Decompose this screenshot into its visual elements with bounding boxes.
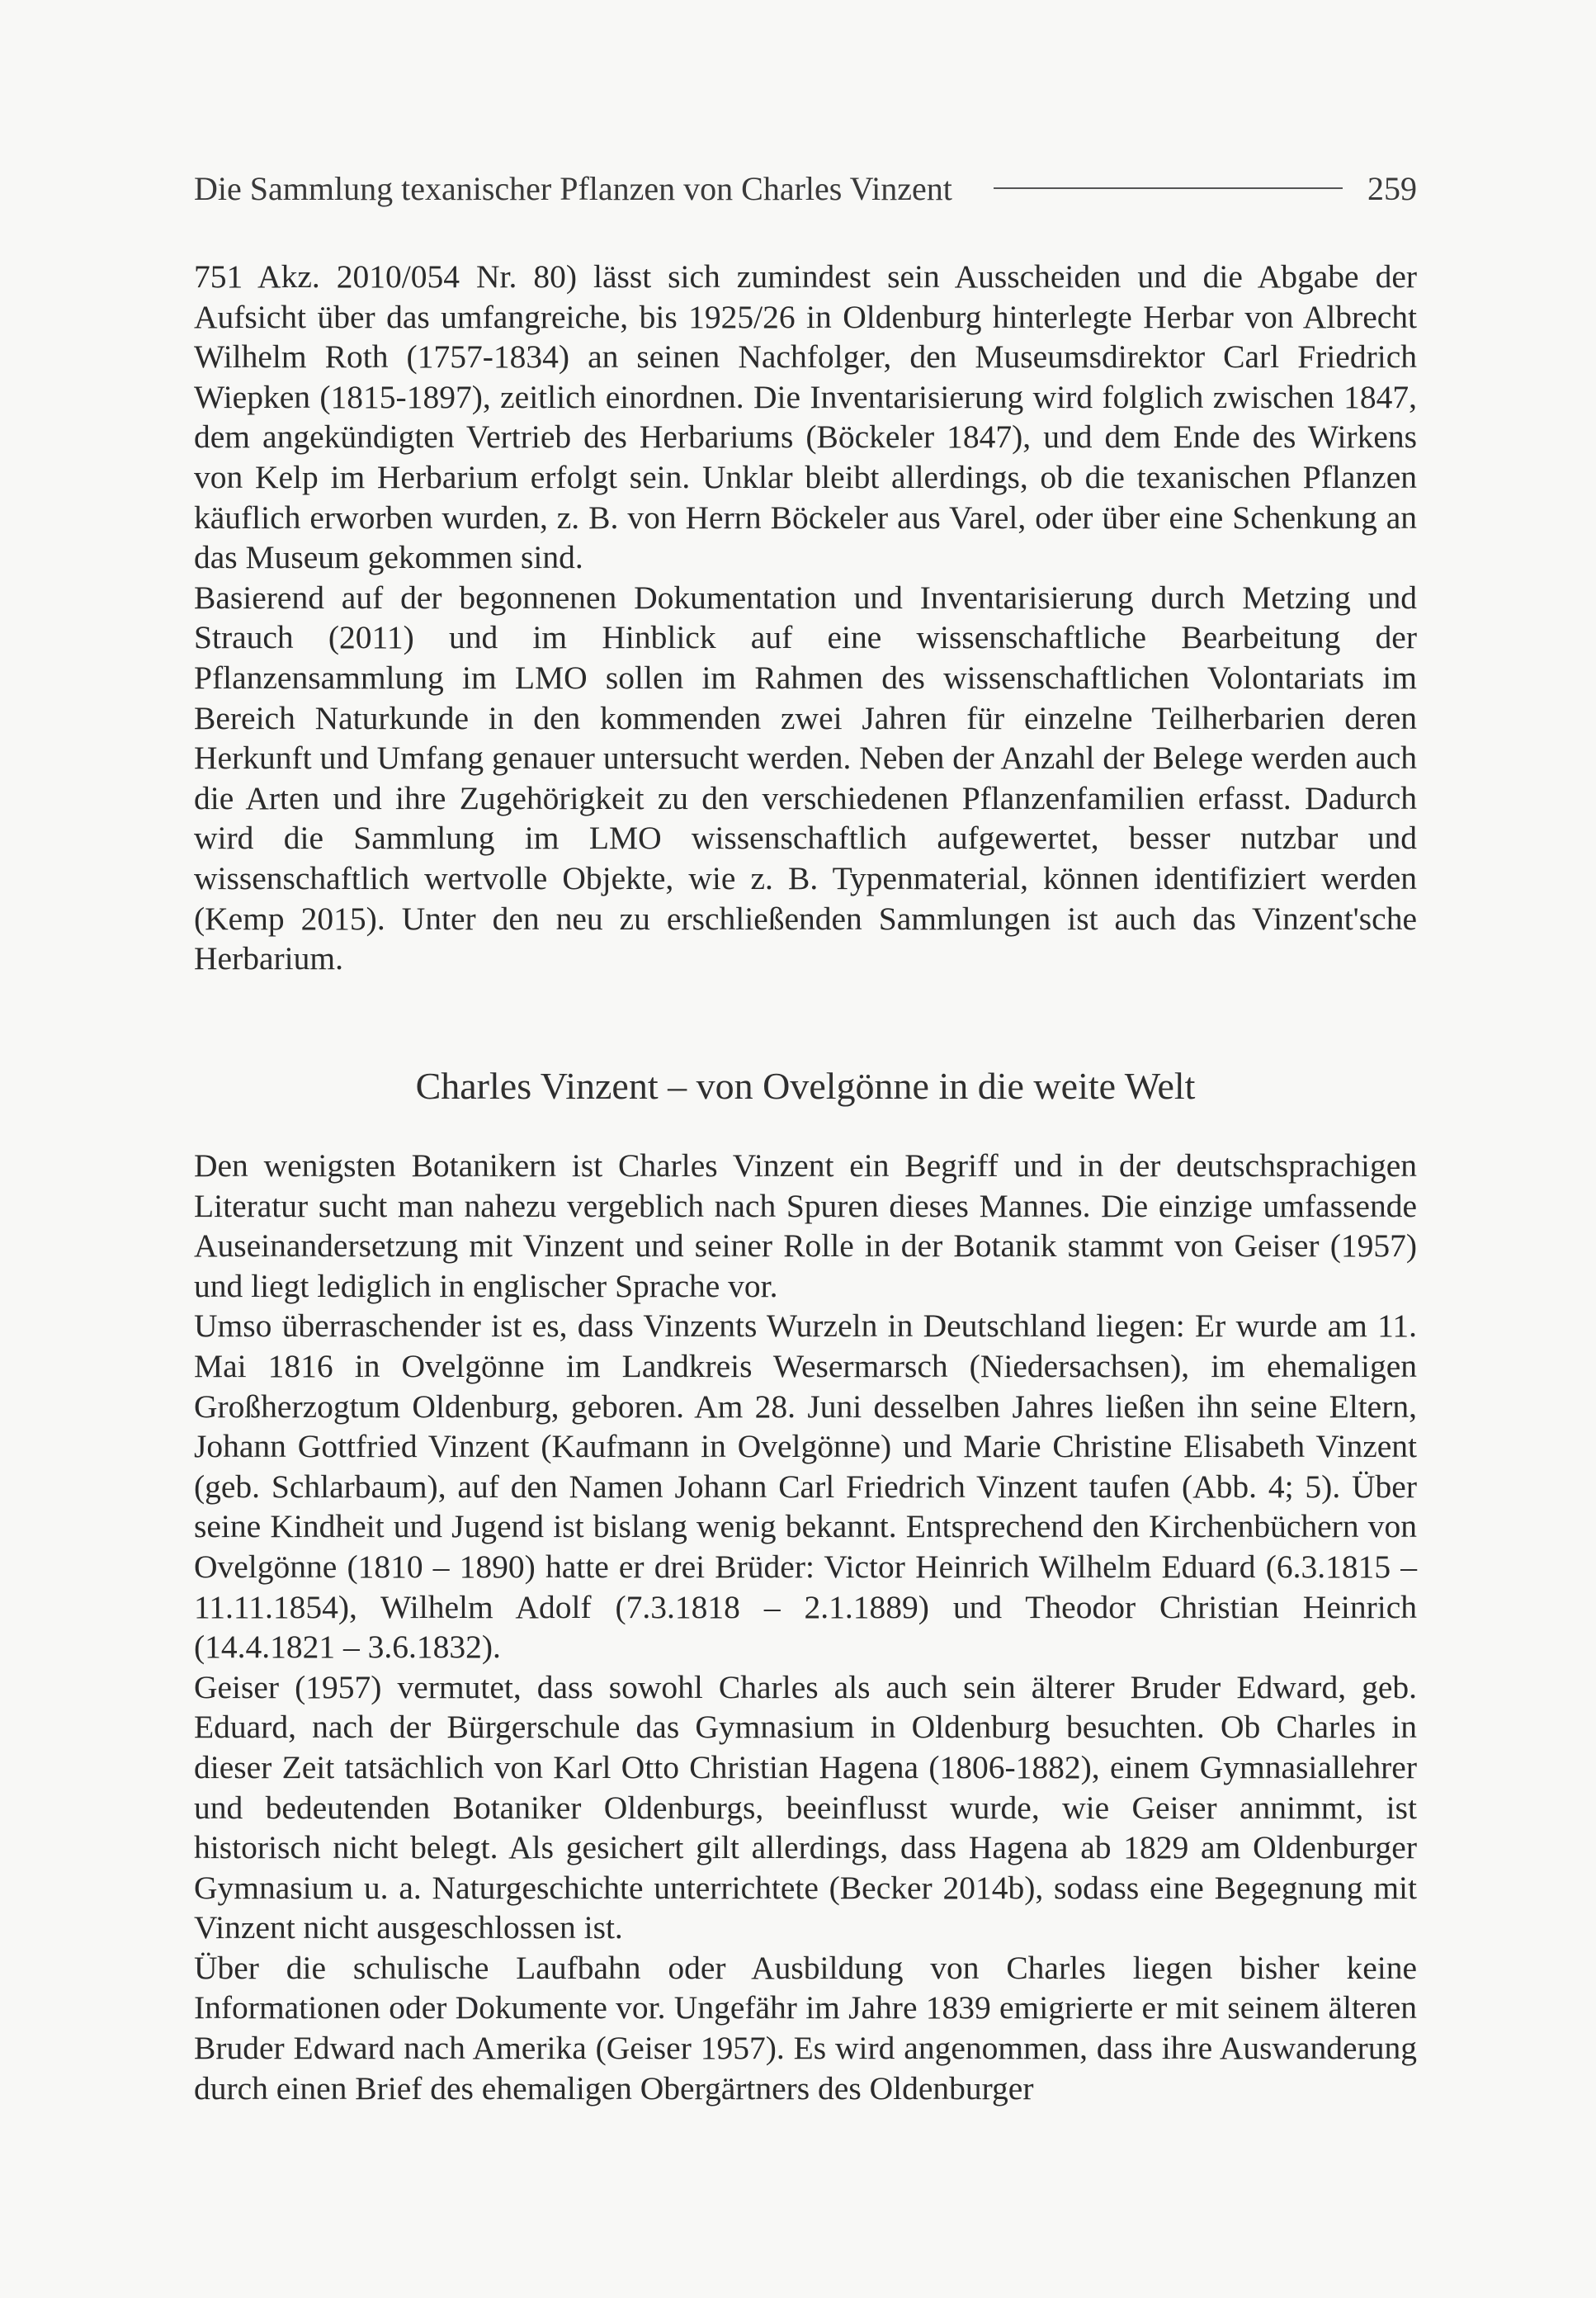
running-head: [194, 165, 1417, 211]
paragraph: Über die schulische Laufbahn oder Ausbildung von Charles liegen bisher keine Informationen oder Dokumente vor. Ungefähr im Jahre 1839 emigrierte er mit seinem älteren Bruder Edward nach Amerika (Geiser 1957). Es wird angenommen, dass ihre Auswanderung durch einen Brief des ehemaligen Obergärtners des Oldenburger: [194, 1949, 1417, 2106]
paragraph: Basierend auf der begonnenen Dokumentation und Inventarisierung durch Metzing und Strauch (2011) und im Hinblick auf eine wissenschaftliche Bearbeitung der Pflanzensammlung im LMO sollen im Rahmen des wissenschaftlichen Volontariats im Bereich Naturkunde in den kommenden zwei Jahren für einzelne Teilherbarien deren Herkunft und Umfang genauer untersucht werden. Neben der Anzahl der Belege werden auch die Arten und ihre Zugehörigkeit zu den verschiedenen Pflanzenfamilien erfasst. Dadurch wird die Sammlung im LMO wissenschaftlich aufgewertet, besser nutzbar und wissenschaftlich wertvolle Objekte, wie z. B. Typenmaterial, können identifiziert werden (Kemp 2015). Unter den neu zu erschließenden Sammlungen ist auch das Vinzent'sche Herbarium.: [194, 579, 1417, 977]
page-number: 259: [1367, 169, 1417, 207]
section-1-body: [194, 257, 1417, 979]
section-2-body: [194, 1146, 1417, 2108]
paragraph: Geiser (1957) vermutet, dass sowohl Charles als auch sein älterer Bruder Edward, geb. Eduard, nach der Bürgerschule das Gymnasium in Oldenburg besuchten. Ob Charles in dieser Zeit tatsächlich von Karl Otto Christian Hagena (1806-1882), einem Gymnasiallehrer und bedeutenden Botaniker Oldenburgs, beeinflusst wurde, wie Geiser annimmt, ist historisch nicht belegt. Als gesichert gilt allerdings, dass Hagena ab 1829 am Oldenburger Gymnasium u. a. Naturgeschichte unterrichtete (Becker 2014b), sodass eine Begegnung mit Vinzent nicht ausgeschlossen ist.: [194, 1668, 1417, 1946]
running-head-rule: [994, 187, 1343, 189]
paragraph: Umso überraschender ist es, dass Vinzents Wurzeln in Deutschland liegen: Er wurde am 11. Mai 1816 in Ovelgönne im Landkreis Wesermarsch (Niedersachsen), im ehemaligen Großherzogtum Oldenburg, geboren. Am 28. Juni desselben Jahres ließen ihn seine Eltern, Johann Gottfried Vinzent (Kaufmann in Ovelgönne) und Marie Christine Elisabeth Vinzent (geb. Schlarbaum), auf den Namen Johann Carl Friedrich Vinzent taufen (Abb. 4; 5). Über seine Kindheit und Jugend ist bislang wenig bekannt. Entsprechend den Kirchenbüchern von Ovelgönne (1810 – 1890) hatte er drei Brüder: Victor Heinrich Wilhelm Eduard (6.3.1815 – 11.11.1854), Wilhelm Adolf (7.3.1818 – 2.1.1889) und Theodor Christian Heinrich (14.4.1821 – 3.6.1832).: [194, 1307, 1417, 1666]
paragraph: 751 Akz. 2010/054 Nr. 80) lässt sich zumindest sein Ausscheiden und die Abgabe der Aufsicht über das umfangreiche, bis 1925/26 in Oldenburg hinterlegte Herbar von Albrecht Wilhelm Roth (1757-1834) an seinen Nachfolger, den Museumsdirektor Carl Friedrich Wiepken (1815-1897), zeitlich einordnen. Die Inventarisierung wird folglich zwischen 1847, dem angekündigten Vertrieb des Herbariums (Böckeler 1847), und dem Ende des Wirkens von Kelp im Herbarium erfolgt sein. Unklar bleibt allerdings, ob die texanischen Pflanzen käuflich erworben wurden, z. B. von Herrn Böckeler aus Varel, oder über eine Schenkung an das Museum gekommen sind.: [194, 258, 1417, 576]
running-head-title: Die Sammlung texanischer Pflanzen von Charles Vinzent: [194, 169, 952, 207]
paragraph: Den wenigsten Botanikern ist Charles Vinzent ein Begriff und in der deutschsprachigen Literatur sucht man nahezu vergeblich nach Spuren dieses Mannes. Die einzige umfassende Auseinandersetzung mit Vinzent und seiner Rolle in der Botanik stammt von Geiser (1957) und liegt lediglich in englischer Sprache vor.: [194, 1147, 1417, 1304]
section-heading: Charles Vinzent – von Ovelgönne in die weite Welt: [415, 1065, 1196, 1107]
